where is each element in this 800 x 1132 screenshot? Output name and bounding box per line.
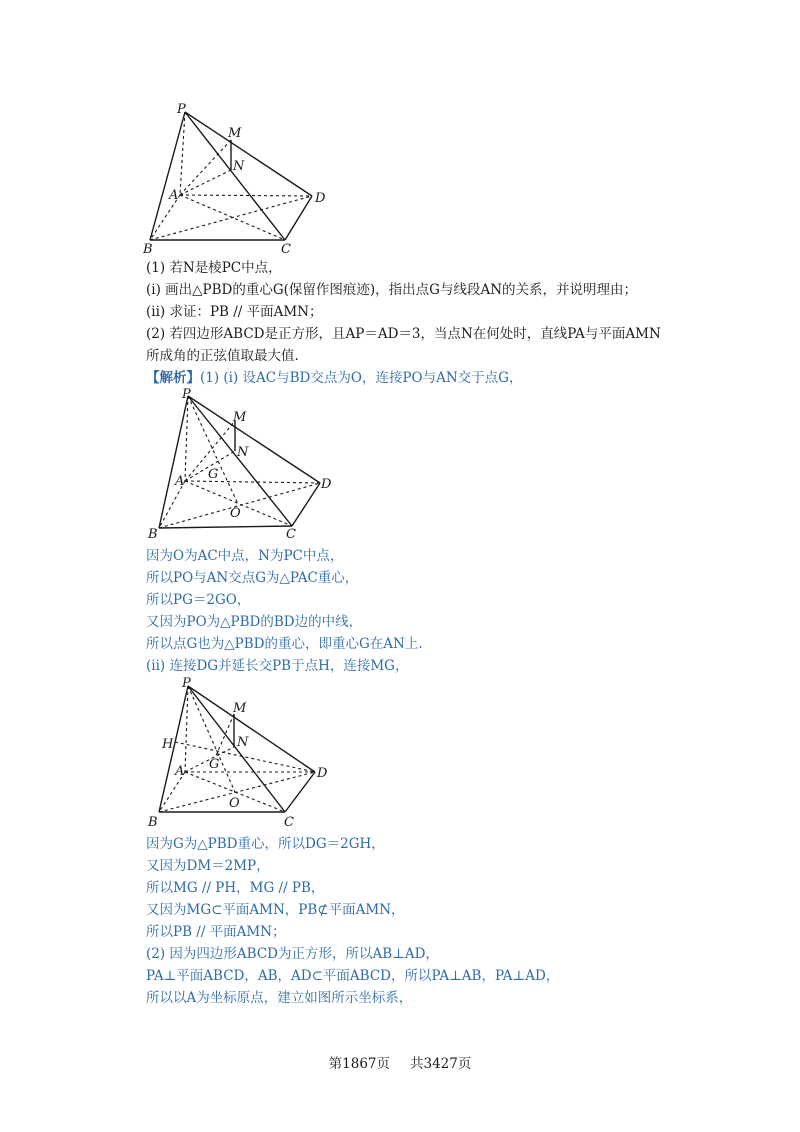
solution-line-8: 因为G为△PBD重心，所以DG＝2GH， <box>146 836 385 852</box>
hidden-am <box>180 140 231 195</box>
hidden-edge-pa <box>180 112 185 195</box>
label-o: O <box>230 506 241 521</box>
solution-line-11: 又因为MG⊂平面AMN，PB⊄平面AMN， <box>146 902 405 918</box>
label-b: B <box>148 815 158 830</box>
label-p: P <box>182 387 191 402</box>
label-a: A <box>175 474 185 489</box>
solution-line-13: (2) 因为四边形ABCD为正方形，所以AB⊥AD， <box>146 946 439 962</box>
edge-bc <box>159 526 292 528</box>
label-a: A <box>175 764 185 779</box>
solution-line-2: 因为O为AC中点，N为PC中点， <box>146 548 344 564</box>
solution-tag: 【解析】 <box>146 370 200 386</box>
label-n: N <box>237 445 249 460</box>
solution-line-14: PA⊥平面ABCD，AB，AD⊂平面ABCD，所以PA⊥AB，PA⊥AD， <box>146 968 560 984</box>
edge-pb <box>159 396 188 528</box>
label-m: M <box>233 701 247 716</box>
label-c: C <box>281 242 291 257</box>
question-line-2: (i) 画出△PBD的重心G(保留作图痕迹)，指出点G与线段AN的关系，并说明理由； <box>146 282 638 298</box>
pyramid-diagram-1 <box>140 100 340 260</box>
label-o: O <box>229 796 240 811</box>
edge-pb <box>150 112 185 240</box>
page-number: 第1867页 <box>328 1056 390 1072</box>
label-m: M <box>228 126 242 141</box>
question-line-4: (2) 若四边形ABCD是正方形，且AP＝AD＝3，当点N在何处时，直线PA与平面AMN <box>146 326 661 342</box>
label-m: M <box>233 410 247 425</box>
pyramid-diagram-2 <box>145 388 345 548</box>
label-n: N <box>237 735 249 750</box>
label-g: G <box>209 757 220 772</box>
figure-pyramid-2 <box>145 388 345 548</box>
question-line-3: (ii) 求证：PB // 平面AMN； <box>146 304 323 320</box>
solution-text-1: (1) (i) 设AC与BD交点为O，连接PO与AN交于点G， <box>200 370 523 386</box>
edge-pd <box>188 686 315 772</box>
page-footer <box>0 1052 800 1072</box>
solution-line-15: 所以以A为坐标原点，建立如图所示坐标系， <box>146 990 413 1006</box>
label-n: N <box>233 159 245 174</box>
label-c: C <box>284 815 294 830</box>
label-a: A <box>169 188 179 203</box>
label-p: P <box>182 676 191 691</box>
hidden-edge-ad <box>185 481 320 483</box>
question-line-5: 所成角的正弦值取最大值. <box>146 348 299 364</box>
label-g: G <box>208 467 219 482</box>
question-line-1: (1) 若N是棱PC中点， <box>146 260 282 276</box>
solution-line-1 <box>146 368 522 388</box>
solution-line-3: 所以PO与AN交点G为△PAC重心， <box>146 570 359 586</box>
label-c: C <box>286 527 296 542</box>
solution-line-6: 所以点G也为△PBD的重心，即重心G在AN上. <box>146 636 423 652</box>
solution-line-4: 所以PG＝2GO， <box>146 592 251 608</box>
label-b: B <box>148 527 158 542</box>
label-d: D <box>317 766 328 781</box>
label-d: D <box>315 191 326 206</box>
hidden-an <box>180 170 231 195</box>
edge-cd <box>285 196 312 240</box>
page-total: 共3427页 <box>410 1056 472 1072</box>
solution-line-5: 又因为PO为△PBD的BD边的中线， <box>146 614 363 630</box>
solution-line-9: 又因为DM＝2MP， <box>146 858 270 874</box>
label-b: B <box>143 242 153 257</box>
pyramid-diagram-3 <box>145 676 345 836</box>
edge-cd <box>292 483 320 526</box>
solution-line-7: (ii) 连接DG并延长交PB于点H，连接MG， <box>146 658 409 674</box>
label-h: H <box>162 737 174 752</box>
solution-line-12: 所以PB // 平面AMN； <box>146 924 286 940</box>
label-d: D <box>321 477 332 492</box>
figure-pyramid-3 <box>145 676 345 836</box>
label-p: P <box>177 102 186 117</box>
hidden-edge-ad <box>180 195 312 196</box>
figure-pyramid-1 <box>140 100 340 260</box>
solution-line-10: 所以MG // PH，MG // PB， <box>146 880 325 896</box>
